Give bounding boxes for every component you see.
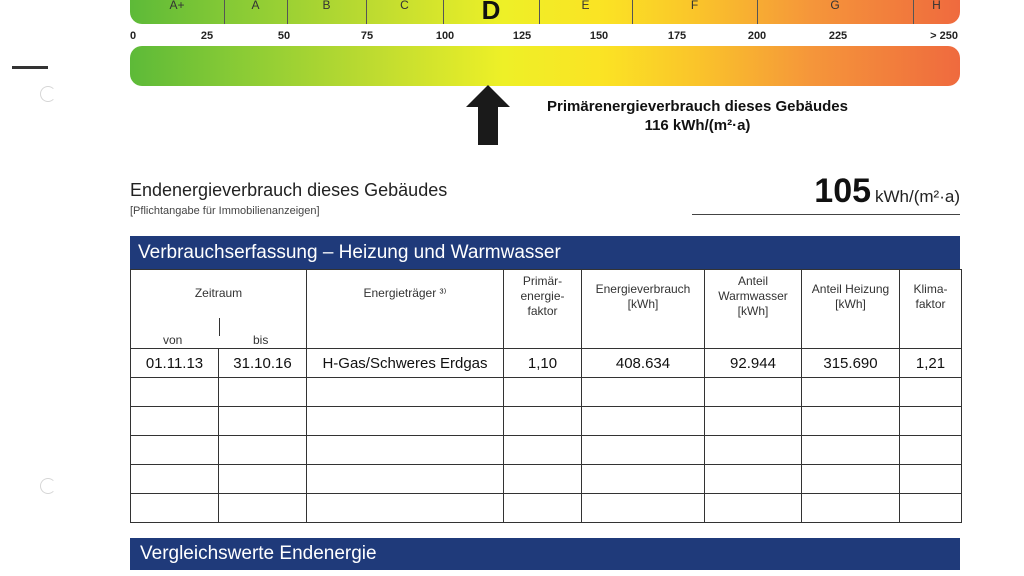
scale-ticks: [0, 30, 1024, 44]
class-separator: [539, 0, 540, 24]
header-klimafaktor: Klima- faktor: [900, 270, 962, 349]
scale-tick-label: > 250: [930, 30, 958, 42]
consumption-section-title: Verbrauchserfassung – Heizung und Warmwasser: [130, 236, 960, 269]
table-header-row: [131, 270, 962, 349]
cell-anteil-heizung: [802, 378, 900, 407]
header-energietraeger-label: Energieträger ³⁾: [363, 286, 447, 300]
efficiency-class-d: D: [481, 0, 501, 24]
cell-energieverbrauch: 408.634: [582, 349, 705, 378]
class-separator: [757, 0, 758, 24]
cell-energietraeger: [307, 407, 504, 436]
efficiency-class-c: C: [400, 0, 409, 12]
efficiency-class-h: H: [932, 0, 941, 12]
cell-energietraeger: [307, 465, 504, 494]
primary-energy-indicator: [520, 97, 875, 135]
cell-energieverbrauch: [582, 436, 705, 465]
cell-anteil-warmwasser: [705, 494, 802, 523]
end-energy-note: [Pflichtangabe für Immobilienanzeigen]: [130, 205, 320, 217]
efficiency-class-a: A: [251, 0, 260, 12]
class-separator: [287, 0, 288, 24]
cell-energietraeger: [307, 494, 504, 523]
scale-tick-label: 75: [360, 30, 374, 42]
cell-bis: [219, 494, 307, 523]
cell-energieverbrauch: [582, 407, 705, 436]
energy-scale-bar: [130, 46, 960, 86]
scale-tick-label: 150: [589, 30, 609, 42]
efficiency-class-a-plus: A+: [169, 0, 185, 12]
cell-bis: [219, 407, 307, 436]
header-von: von: [163, 333, 183, 347]
class-separator: [632, 0, 633, 24]
scale-tick-label: 175: [667, 30, 687, 42]
cell-klimafaktor: [900, 465, 962, 494]
header-zeitraum: [131, 270, 307, 349]
scale-tick-label: 0: [130, 30, 137, 42]
cell-primaerenergiefaktor: [504, 407, 582, 436]
efficiency-class-band: [130, 0, 960, 24]
scale-tick-label: 125: [512, 30, 532, 42]
cell-primaerenergiefaktor: [504, 465, 582, 494]
scale-tick-label: 225: [828, 30, 848, 42]
cell-primaerenergiefaktor: [504, 378, 582, 407]
cell-anteil-heizung: [802, 436, 900, 465]
efficiency-class-e: E: [581, 0, 590, 12]
cell-klimafaktor: [900, 378, 962, 407]
cell-klimafaktor: [900, 494, 962, 523]
cell-bis: [219, 378, 307, 407]
primary-energy-label: Primärenergieverbrauch dieses Gebäudes: [547, 98, 848, 115]
class-separator: [366, 0, 367, 24]
efficiency-class-g: G: [830, 0, 840, 12]
table-row: [131, 378, 962, 407]
cell-klimafaktor: 1,21: [900, 349, 962, 378]
header-bis: bis: [253, 333, 269, 347]
end-energy-unit: kWh/(m²·a): [875, 187, 960, 206]
consumption-table: [130, 269, 962, 523]
punch-hole-mark: [40, 86, 56, 102]
header-zeitraum-label: Zeitraum: [194, 286, 243, 300]
class-separator: [443, 0, 444, 24]
end-energy-value: 105: [814, 172, 872, 210]
cell-energietraeger: [307, 378, 504, 407]
header-anteil-warmwasser: Anteil Warmwasser [kWh]: [705, 270, 802, 349]
cell-von: [131, 465, 219, 494]
header-divider: [219, 318, 220, 336]
table-row: [131, 494, 962, 523]
cell-von: [131, 378, 219, 407]
cell-energieverbrauch: [582, 494, 705, 523]
cell-energietraeger: [307, 436, 504, 465]
class-separator: [224, 0, 225, 24]
scale-tick-label: 100: [435, 30, 455, 42]
cell-anteil-heizung: [802, 494, 900, 523]
cell-energieverbrauch: [582, 378, 705, 407]
table-row: [131, 349, 962, 378]
cell-von: [131, 436, 219, 465]
cell-von: 01.11.13: [131, 349, 219, 378]
efficiency-class-f: F: [690, 0, 699, 12]
cell-anteil-warmwasser: [705, 436, 802, 465]
margin-mark: [12, 66, 48, 69]
cell-anteil-warmwasser: [705, 407, 802, 436]
table-row: [131, 436, 962, 465]
cell-anteil-warmwasser: [705, 465, 802, 494]
cell-anteil-warmwasser: 92.944: [705, 349, 802, 378]
table-row: [131, 407, 962, 436]
cell-bis: [219, 436, 307, 465]
header-anteil-heizung: Anteil Heizung [kWh]: [802, 270, 900, 349]
end-energy-title: Endenergieverbrauch dieses Gebäudes: [130, 180, 448, 200]
cell-anteil-warmwasser: [705, 378, 802, 407]
cell-von: [131, 494, 219, 523]
comparison-section-title: Vergleichswerte Endenergie: [130, 538, 960, 570]
cell-energieverbrauch: [582, 465, 705, 494]
cell-primaerenergiefaktor: [504, 494, 582, 523]
cell-anteil-heizung: 315.690: [802, 349, 900, 378]
scale-tick-label: 25: [200, 30, 214, 42]
efficiency-class-b: B: [322, 0, 331, 12]
cell-anteil-heizung: [802, 407, 900, 436]
cell-klimafaktor: [900, 407, 962, 436]
table-row: [131, 465, 962, 494]
class-separator: [913, 0, 914, 24]
punch-hole-mark: [40, 478, 56, 494]
header-primaerenergiefaktor: Primär- energie- faktor: [504, 270, 582, 349]
cell-primaerenergiefaktor: 1,10: [504, 349, 582, 378]
scale-tick-label: 50: [277, 30, 291, 42]
cell-von: [131, 407, 219, 436]
header-energietraeger: [307, 270, 504, 349]
cell-energietraeger: H-Gas/Schweres Erdgas: [307, 349, 504, 378]
cell-bis: [219, 465, 307, 494]
header-energieverbrauch: Energieverbrauch [kWh]: [582, 270, 705, 349]
cell-anteil-heizung: [802, 465, 900, 494]
scale-tick-label: 200: [747, 30, 767, 42]
up-arrow-icon: [466, 85, 510, 145]
cell-primaerenergiefaktor: [504, 436, 582, 465]
cell-klimafaktor: [900, 436, 962, 465]
primary-energy-value: 116 kWh/(m²·a): [644, 117, 751, 134]
end-energy-value-box: [692, 172, 960, 215]
cell-bis: 31.10.16: [219, 349, 307, 378]
